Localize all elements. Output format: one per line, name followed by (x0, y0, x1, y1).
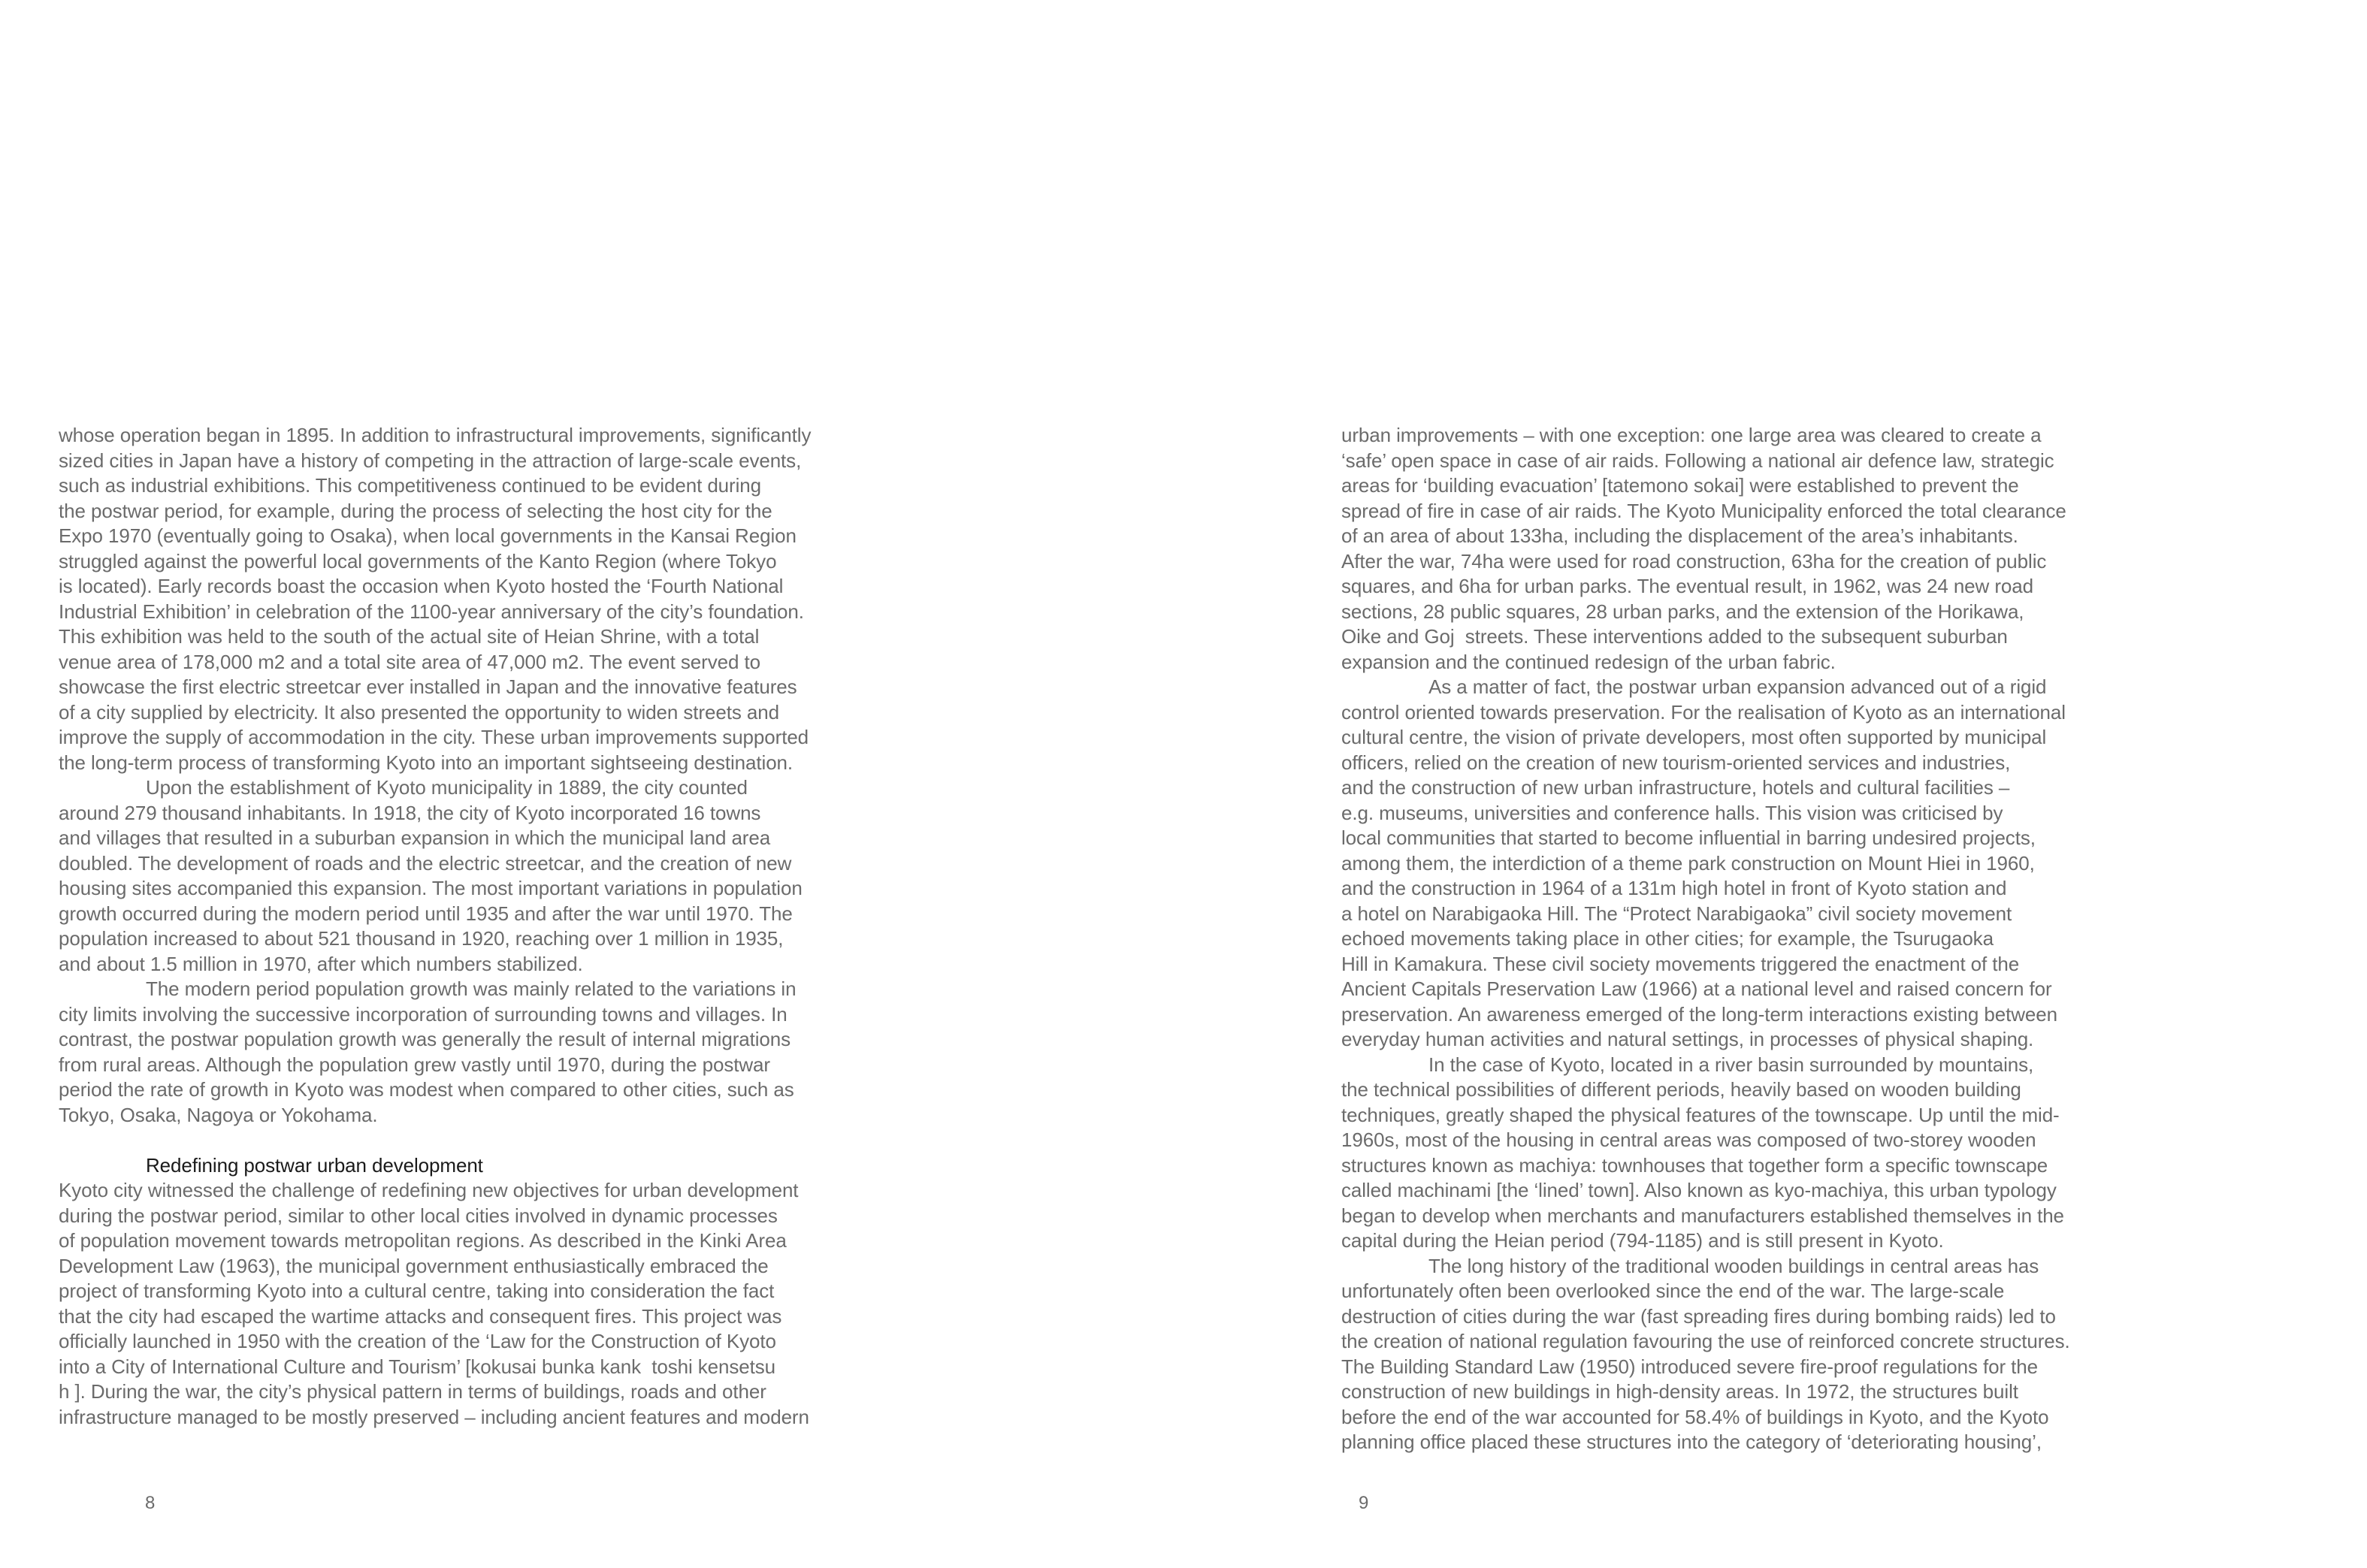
text-line: sized cities in Japan have a history of competing in the attraction of large-scale events, (59, 449, 802, 472)
text-line: cultural centre, the vision of private developers, most often supported by municipal (1341, 726, 2047, 748)
text-line: The Building Standard Law (1950) introduced severe fire-proof regulations for the (1341, 1355, 2038, 1378)
text-line: techniques, greatly shaped the physical features of the townscape. Up until the mid- (1341, 1103, 2060, 1126)
right-text-column (1341, 423, 2168, 1455)
left-paragraph-4 (59, 1178, 885, 1430)
text-line: Development Law (1963), the municipal government enthusiastically embraced the (59, 1254, 769, 1277)
text-line: the creation of national regulation favouring the use of reinforced concrete structures. (1341, 1330, 2070, 1352)
text-line: capital during the Heian period (794-1185) and is still present in Kyoto. (1341, 1229, 1944, 1252)
text-line: h ]. During the war, the city’s physical pattern in terms of buildings, roads and other (59, 1380, 766, 1403)
text-line: period the rate of growth in Kyoto was modest when compared to other cities, such as (59, 1078, 794, 1101)
text-line: planning office placed these structures into the category of ‘deteriorating housing’, (1341, 1431, 2042, 1453)
text-line: of a city supplied by electricity. It also presented the opportunity to widen streets and (59, 700, 779, 724)
left-text-column (59, 423, 885, 1430)
text-line: infrastructure managed to be mostly preserved – including ancient features and modern (59, 1405, 809, 1428)
text-line: areas for ‘building evacuation’ [tatemono sokai] were established to prevent the (1341, 474, 2019, 497)
text-line: growth occurred during the modern period until 1935 and after the war until 1970. The (59, 902, 793, 925)
text-line: the technical possibilities of different periods, heavily based on wooden building (1341, 1078, 2021, 1101)
text-line: 1960s, most of the housing in central areas was composed of two-storey wooden (1341, 1128, 2036, 1151)
right-paragraph-3 (1341, 1053, 2168, 1254)
right-paragraph-2 (1341, 675, 2168, 1053)
text-line: population increased to about 521 thousand in 1920, reaching over 1 million in 1935, (59, 927, 784, 950)
text-line: improve the supply of accommodation in the city. These urban improvements supported (59, 726, 809, 748)
text-line: destruction of cities during the war (fast spreading fires during bombing raids) led to (1341, 1304, 2056, 1328)
text-line: echoed movements taking place in other cities; for example, the Tsurugaoka (1341, 927, 1994, 950)
text-line: from rural areas. Although the population grew vastly until 1970, during the postwar (59, 1053, 770, 1076)
text-line: and about 1.5 million in 1970, after which numbers stabilized. (59, 952, 583, 975)
text-line: doubled. The development of roads and the electric streetcar, and the creation of new (59, 851, 792, 875)
right-paragraph-1 (1341, 423, 2168, 675)
text-line: around 279 thousand inhabitants. In 1918, the city of Kyoto incorporated 16 towns (59, 801, 761, 824)
text-line: officers, relied on the creation of new tourism-oriented services and industries, (1341, 751, 2011, 774)
text-line: The modern period population growth was mainly related to the variations in (146, 977, 797, 1000)
text-line: After the war, 74ha were used for road construction, 63ha for the creation of public (1341, 549, 2047, 573)
text-line: officially launched in 1950 with the creation of the ‘Law for the Construction of Kyoto (59, 1330, 776, 1352)
text-line: Kyoto city witnessed the challenge of redefining new objectives for urban development (59, 1179, 799, 1201)
right-page (1184, 0, 2367, 1568)
text-line: before the end of the war accounted for 58.4% of buildings in Kyoto, and the Kyoto (1341, 1405, 2049, 1428)
text-line: began to develop when merchants and manufacturers established themselves in the (1341, 1204, 2064, 1227)
text-line: construction of new buildings in high-density areas. In 1972, the structures built (1341, 1380, 2018, 1403)
text-line: during the postwar period, similar to other local cities involved in dynamic processes (59, 1204, 778, 1227)
text-line: squares, and 6ha for urban parks. The eventual result, in 1962, was 24 new road (1341, 575, 2033, 597)
text-line: the postwar period, for example, during the process of selecting the host city for the (59, 499, 772, 522)
text-line: Hill in Kamakura. These civil society movements triggered the enactment of the (1341, 952, 2020, 975)
text-line: contrast, the postwar population growth was generally the result of internal migrations (59, 1028, 791, 1050)
text-line: city limits involving the successive incorporation of surrounding towns and villages. In (59, 1002, 787, 1026)
text-line: In the case of Kyoto, located in a river basin surrounded by mountains, (1428, 1053, 2034, 1076)
text-line: that the city had escaped the wartime attacks and consequent fires. This project was (59, 1304, 782, 1328)
text-line: ‘safe’ open space in case of air raids. Following a national air defence law, strategic (1341, 449, 2054, 472)
left-paragraph-2 (59, 775, 885, 977)
text-line: Oike and Goj streets. These interventions added to the subsequent suburban (1341, 625, 2008, 648)
text-line: This exhibition was held to the south of the actual site of Heian Shrine, with a total (59, 625, 760, 648)
text-line: of an area of about 133ha, including the displacement of the area’s inhabitants. (1341, 524, 2018, 547)
text-line: venue area of 178,000 m2 and a total site area of 47,000 m2. The event served to (59, 650, 760, 673)
text-line: Upon the establishment of Kyoto municipality in 1889, the city counted (146, 776, 748, 799)
text-line: and the construction in 1964 of a 131m high hotel in front of Kyoto station and (1341, 877, 2007, 899)
text-line: the long-term process of transforming Kyoto into an important sightseeing destination. (59, 751, 794, 774)
text-line: Expo 1970 (eventually going to Osaka), when local governments in the Kansai Region (59, 524, 797, 547)
text-line: urban improvements – with one exception: one large area was cleared to create a (1341, 424, 2042, 446)
text-line: of population movement towards metropolitan regions. As described in the Kinki Area (59, 1229, 787, 1252)
right-paragraph-4 (1341, 1254, 2168, 1455)
page-number: 9 (1359, 1493, 1369, 1513)
text-line: project of transforming Kyoto into a cultural centre, taking into consideration the fact (59, 1279, 775, 1302)
text-line: As a matter of fact, the postwar urban expansion advanced out of a rigid (1428, 675, 2047, 698)
text-line: preservation. An awareness emerged of the long-term interactions existing between (1341, 1002, 2057, 1026)
text-line: sections, 28 public squares, 28 urban parks, and the extension of the Horikawa, (1341, 600, 2024, 623)
text-line: is located). Early records boast the occasion when Kyoto hosted the ‘Fourth National (59, 575, 784, 597)
text-line: structures known as machiya: townhouses that together form a specific townscape (1341, 1153, 2048, 1177)
text-line: struggled against the powerful local governments of the Kanto Region (where Tokyo (59, 549, 777, 573)
text-line: among them, the interdiction of a theme park construction on Mount Hiei in 1960, (1341, 851, 2035, 875)
text-line: into a City of International Culture and Tourism’ [kokusai bunka kank toshi kensetsu (59, 1355, 776, 1378)
text-line: and villages that resulted in a suburban expansion in which the municipal land area (59, 826, 771, 849)
text-line: Ancient Capitals Preservation Law (1966) at a national level and raised concern for (1341, 977, 2052, 1000)
text-line: housing sites accompanied this expansion. The most important variations in population (59, 877, 803, 899)
text-line: e.g. museums, universities and conference halls. This vision was criticised by (1341, 801, 2003, 824)
text-line: a hotel on Narabigaoka Hill. The “Protect Narabigaoka” civil society movement (1341, 902, 2012, 925)
section-heading: Redefining postwar urban development (146, 1153, 483, 1177)
text-line: control oriented towards preservation. For the realisation of Kyoto as an international (1341, 700, 2066, 724)
text-line: Tokyo, Osaka, Nagoya or Yokohama. (59, 1103, 378, 1126)
left-paragraph-1 (59, 423, 885, 775)
text-line: called machinami [the ‘lined’ town]. Also known as kyo-machiya, this urban typology (1341, 1179, 2057, 1201)
text-line: whose operation began in 1895. In addition to infrastructural improvements, significantly (59, 424, 812, 446)
text-line: and the construction of new urban infrastructure, hotels and cultural facilities – (1341, 776, 2010, 799)
text-line: expansion and the continued redesign of the urban fabric. (1341, 650, 1836, 673)
paragraph-gap (59, 1128, 885, 1153)
text-line: Industrial Exhibition’ in celebration of the 1100-year anniversary of the city’s foundation. (59, 600, 804, 623)
left-paragraph-3 (59, 977, 885, 1128)
page-number: 8 (145, 1493, 156, 1513)
text-line: everyday human activities and natural settings, in processes of physical shaping. (1341, 1028, 2034, 1050)
text-line: local communities that started to become influential in barring undesired projects, (1341, 826, 2036, 849)
text-line: spread of fire in case of air raids. The Kyoto Municipality enforced the total clearance (1341, 499, 2066, 522)
text-line: such as industrial exhibitions. This competitiveness continued to be evident during (59, 474, 761, 497)
text-line: showcase the first electric streetcar ever installed in Japan and the innovative features (59, 675, 797, 698)
text-line: The long history of the traditional wooden buildings in central areas has (1428, 1254, 2039, 1277)
text-line: unfortunately often been overlooked since the end of the war. The large-scale (1341, 1279, 2005, 1302)
